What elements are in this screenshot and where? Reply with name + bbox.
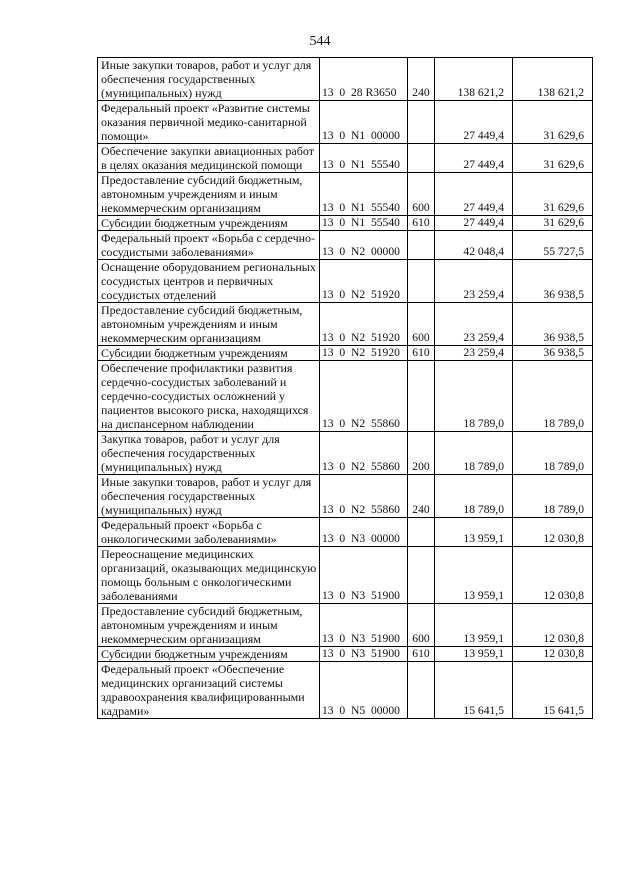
row-target-code: 13 0 N2 51920	[320, 260, 408, 303]
row-amount-year-2: 12 030,8	[513, 547, 593, 604]
row-expense-type: 240	[408, 475, 435, 518]
row-amount-year-1: 27 449,4	[435, 173, 513, 216]
row-amount-year-2: 18 789,0	[513, 361, 593, 432]
row-amount-year-1: 27 449,4	[435, 216, 513, 231]
row-target-code: 13 0 N3 51900	[320, 647, 408, 662]
row-name: Федеральный проект «Борьба с сердечно-сосудистыми заболеваниями»	[98, 231, 320, 260]
row-name: Федеральный проект «Обеспечение медицинских организаций системы здравоохранения квалифицированными кадрами»	[98, 662, 320, 719]
row-amount-year-2: 18 789,0	[513, 432, 593, 475]
row-expense-type	[408, 101, 435, 144]
row-amount-year-1: 23 259,4	[435, 303, 513, 346]
row-target-code: 13 0 N2 00000	[320, 231, 408, 260]
table-row	[98, 475, 593, 518]
row-target-code: 13 0 N2 55860	[320, 432, 408, 475]
row-amount-year-1: 13 959,1	[435, 547, 513, 604]
row-amount-year-1: 27 449,4	[435, 101, 513, 144]
row-target-code: 13 0 N1 55540	[320, 144, 408, 173]
row-amount-year-2: 31 629,6	[513, 101, 593, 144]
row-expense-type	[408, 260, 435, 303]
row-expense-type	[408, 361, 435, 432]
row-amount-year-1: 15 641,5	[435, 662, 513, 719]
row-target-code: 13 0 N1 00000	[320, 101, 408, 144]
row-name: Иные закупки товаров, работ и услуг для обеспечения государственных (муниципальных) нужд	[98, 475, 320, 518]
row-expense-type	[408, 144, 435, 173]
row-target-code: 13 0 28 R3650	[320, 58, 408, 101]
table-row	[98, 432, 593, 475]
table-row	[98, 216, 593, 231]
row-target-code: 13 0 N2 55860	[320, 361, 408, 432]
row-name: Переоснащение медицинских организаций, оказывающих медицинскую помощь больным с онкологическими заболеваниями	[98, 547, 320, 604]
row-expense-type	[408, 662, 435, 719]
row-amount-year-1: 27 449,4	[435, 144, 513, 173]
row-amount-year-1: 13 959,1	[435, 647, 513, 662]
row-name: Обеспечение профилактики развития сердечно-сосудистых заболеваний и сердечно-сосудистых осложнений у пациентов высокого риска, находящихся на диспансерном наблюдении	[98, 361, 320, 432]
row-target-code: 13 0 N3 51900	[320, 604, 408, 647]
row-name: Субсидии бюджетным учреждениям	[98, 647, 320, 662]
row-amount-year-1: 13 959,1	[435, 518, 513, 547]
row-amount-year-1: 18 789,0	[435, 432, 513, 475]
row-name: Обеспечение закупки авиационных работ в целях оказания медицинской помощи	[98, 144, 320, 173]
row-amount-year-2: 12 030,8	[513, 518, 593, 547]
row-amount-year-2: 15 641,5	[513, 662, 593, 719]
row-expense-type	[408, 518, 435, 547]
row-target-code: 13 0 N3 51900	[320, 547, 408, 604]
table-row	[98, 58, 593, 101]
table-row	[98, 144, 593, 173]
row-amount-year-2: 31 629,6	[513, 216, 593, 231]
row-amount-year-2: 36 938,5	[513, 346, 593, 361]
row-target-code: 13 0 N2 51920	[320, 346, 408, 361]
row-expense-type	[408, 547, 435, 604]
row-name: Субсидии бюджетным учреждениям	[98, 216, 320, 231]
table-row	[98, 547, 593, 604]
row-target-code: 13 0 N2 55860	[320, 475, 408, 518]
row-expense-type: 610	[408, 346, 435, 361]
row-expense-type: 610	[408, 216, 435, 231]
table-row	[98, 231, 593, 260]
row-amount-year-1: 23 259,4	[435, 260, 513, 303]
row-name: Предоставление субсидий бюджетным, автономным учреждениям и иным некоммерческим организациям	[98, 303, 320, 346]
table-row	[98, 346, 593, 361]
budget-table	[97, 57, 593, 719]
row-target-code: 13 0 N2 51920	[320, 303, 408, 346]
row-amount-year-2: 36 938,5	[513, 260, 593, 303]
row-expense-type: 600	[408, 303, 435, 346]
row-amount-year-2: 138 621,2	[513, 58, 593, 101]
row-amount-year-2: 12 030,8	[513, 604, 593, 647]
row-amount-year-1: 18 789,0	[435, 475, 513, 518]
table-row	[98, 647, 593, 662]
table-row	[98, 662, 593, 719]
row-target-code: 13 0 N1 55540	[320, 173, 408, 216]
row-name: Закупка товаров, работ и услуг для обеспечения государственных (муниципальных) нужд	[98, 432, 320, 475]
row-name: Субсидии бюджетным учреждениям	[98, 346, 320, 361]
row-expense-type: 610	[408, 647, 435, 662]
table-row	[98, 361, 593, 432]
row-expense-type: 600	[408, 173, 435, 216]
row-expense-type: 200	[408, 432, 435, 475]
row-name: Федеральный проект «Развитие системы оказания первичной медико-санитарной помощи»	[98, 101, 320, 144]
row-amount-year-1: 42 048,4	[435, 231, 513, 260]
row-amount-year-2: 18 789,0	[513, 475, 593, 518]
row-amount-year-1: 18 789,0	[435, 361, 513, 432]
row-expense-type: 600	[408, 604, 435, 647]
row-name: Федеральный проект «Борьба с онкологическими заболеваниями»	[98, 518, 320, 547]
table-row	[98, 260, 593, 303]
row-amount-year-2: 55 727,5	[513, 231, 593, 260]
row-amount-year-1: 13 959,1	[435, 604, 513, 647]
row-target-code: 13 0 N5 00000	[320, 662, 408, 719]
table-row	[98, 604, 593, 647]
row-amount-year-1: 138 621,2	[435, 58, 513, 101]
table-row	[98, 101, 593, 144]
budget-table-body	[98, 58, 593, 719]
table-row	[98, 303, 593, 346]
row-name: Предоставление субсидий бюджетным, автономным учреждениям и иным некоммерческим организациям	[98, 173, 320, 216]
table-row	[98, 518, 593, 547]
table-row	[98, 173, 593, 216]
row-expense-type: 240	[408, 58, 435, 101]
row-name: Оснащение оборудованием региональных сосудистых центров и первичных сосудистых отделений	[98, 260, 320, 303]
row-amount-year-2: 36 938,5	[513, 303, 593, 346]
row-amount-year-2: 12 030,8	[513, 647, 593, 662]
row-expense-type	[408, 231, 435, 260]
row-target-code: 13 0 N3 00000	[320, 518, 408, 547]
row-amount-year-1: 23 259,4	[435, 346, 513, 361]
page-number: 544	[309, 34, 331, 49]
row-amount-year-2: 31 629,6	[513, 173, 593, 216]
row-name: Предоставление субсидий бюджетным, автономным учреждениям и иным некоммерческим организациям	[98, 604, 320, 647]
row-amount-year-2: 31 629,6	[513, 144, 593, 173]
row-target-code: 13 0 N1 55540	[320, 216, 408, 231]
row-name: Иные закупки товаров, работ и услуг для обеспечения государственных (муниципальных) нужд	[98, 58, 320, 101]
